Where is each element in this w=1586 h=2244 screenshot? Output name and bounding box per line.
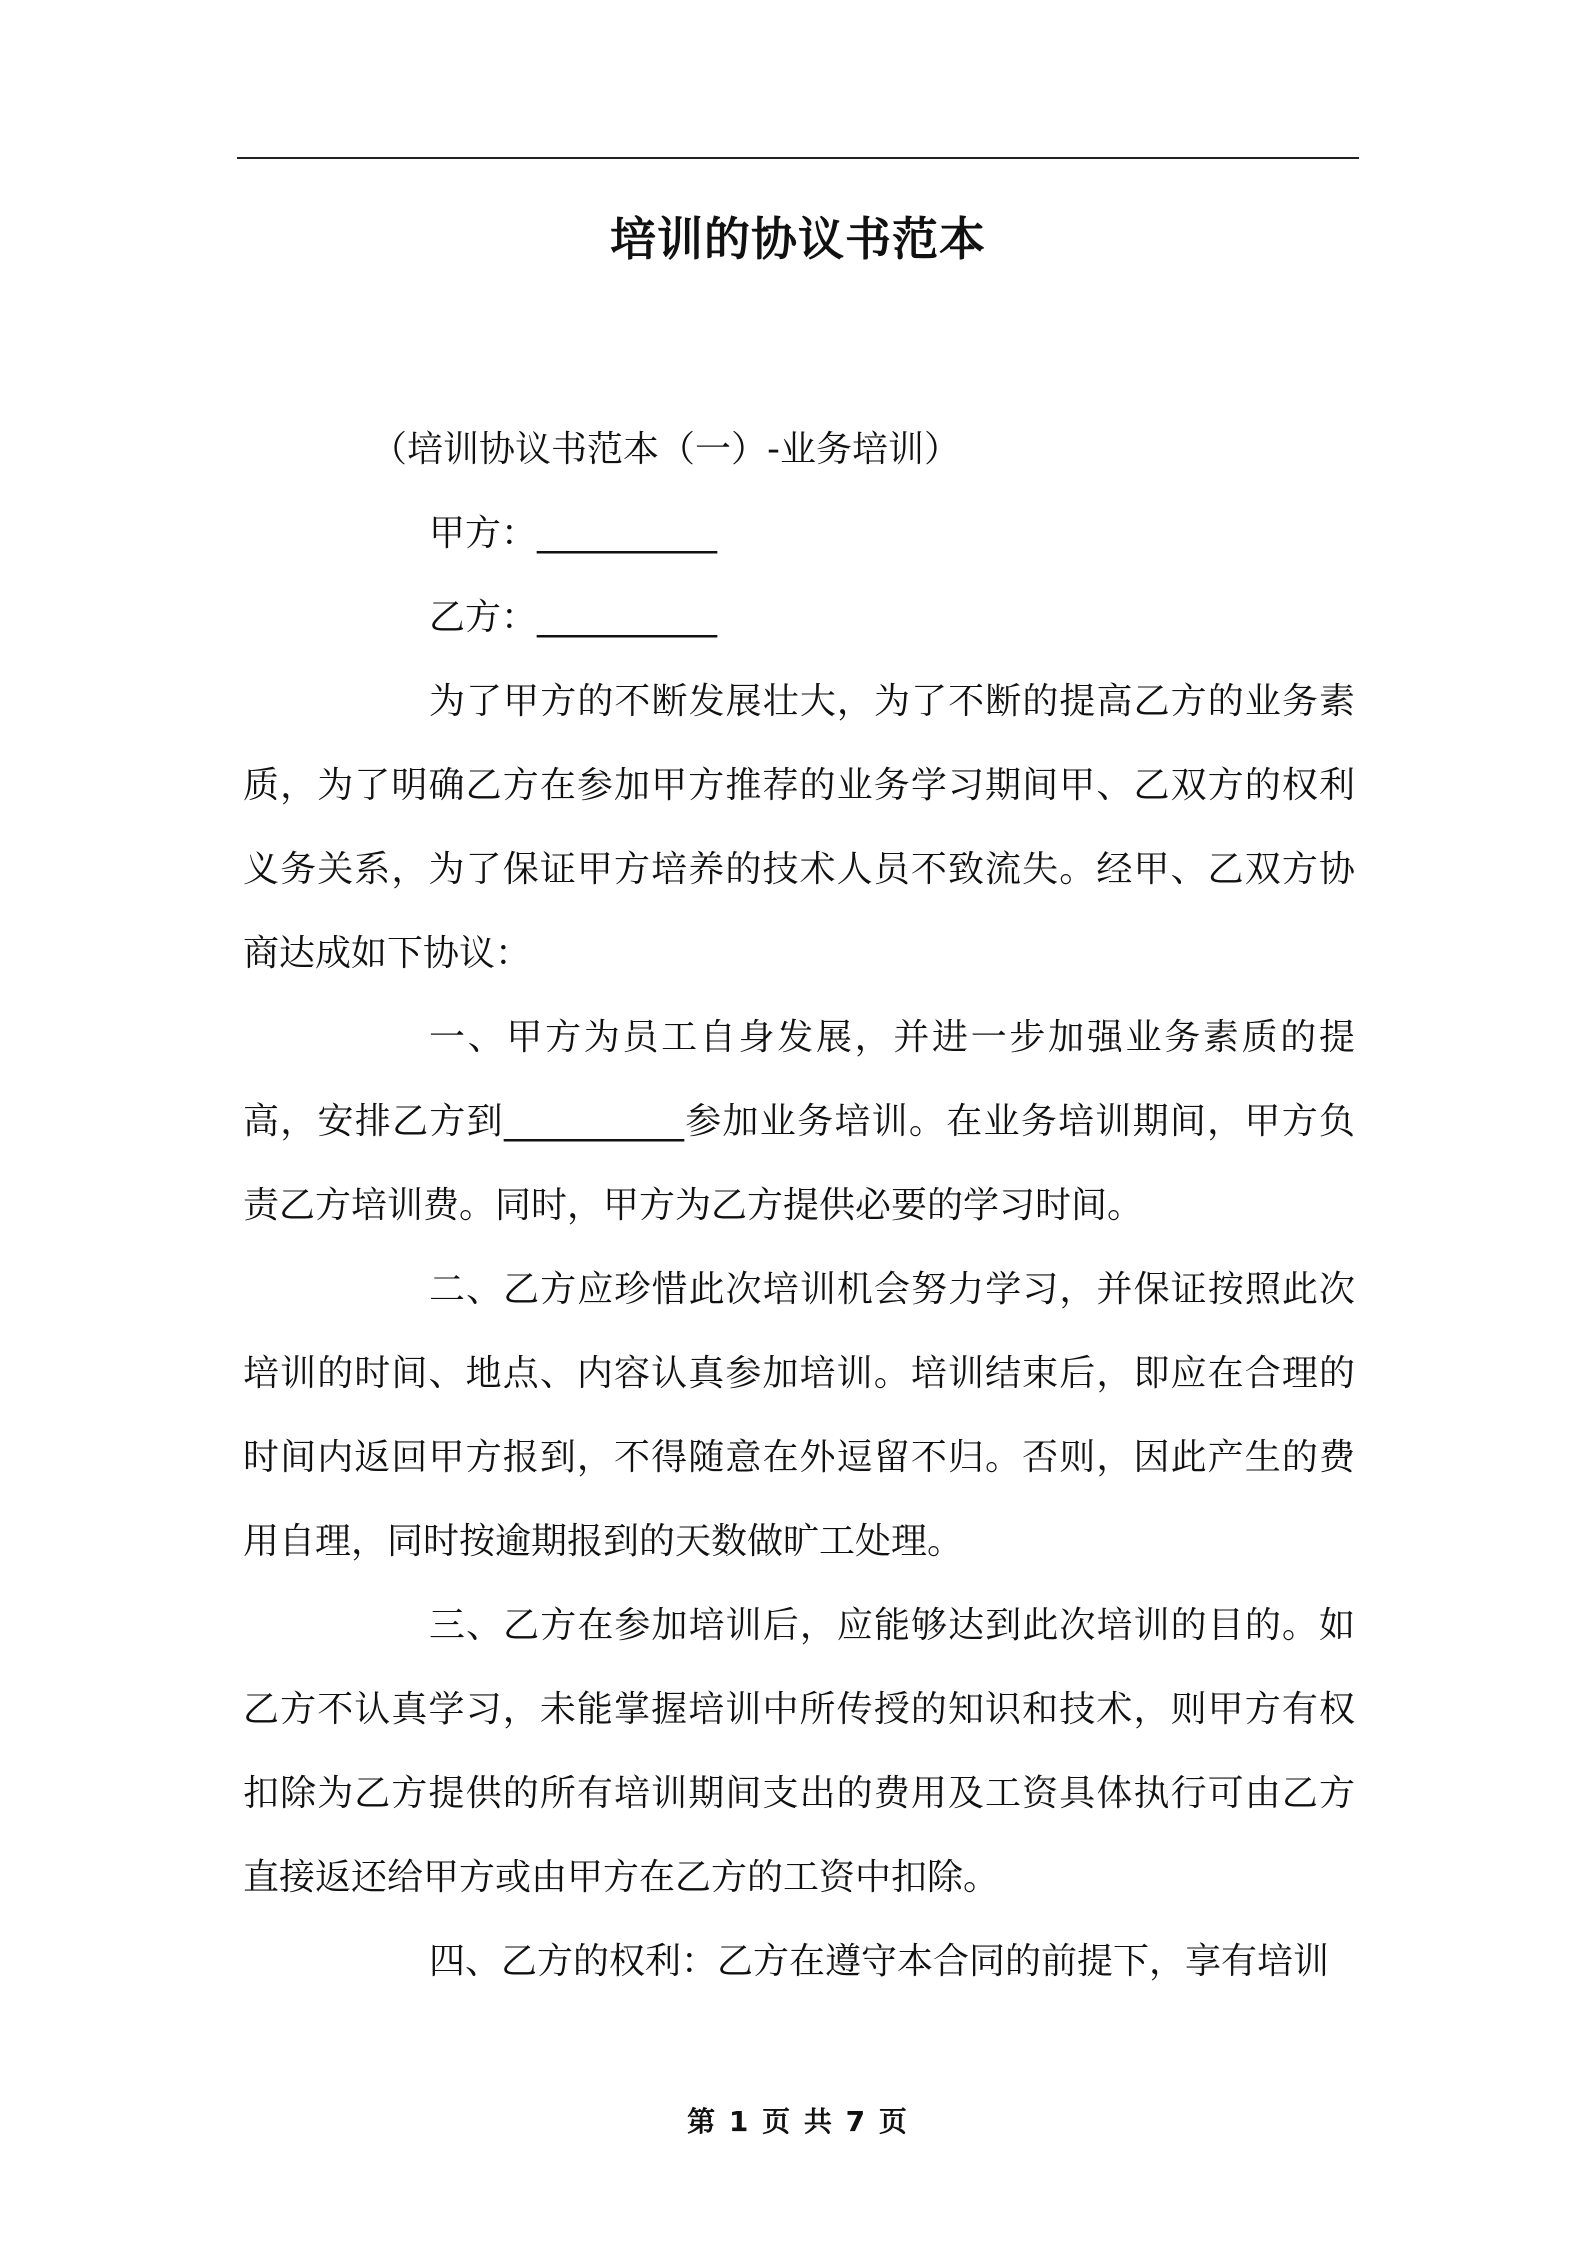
page-footer [237,2100,1359,2140]
paragraph-clause-4: 四、乙方的权利：乙方在遵守本合同的前提下，享有培训 [429,1941,1330,1982]
document-title: 培训的协议书范本 [610,212,986,266]
paragraph-clause-1: 一、甲方为员工自身发展，并进一步加强业务素质的提高，安排乙方到__________参加业务培训。在业务培训期间，甲方负责乙方培训费。同时，甲方为乙方提供必要的学习时间。 [243,1017,1355,1226]
page-number: 第 1 页 共 7 页 [687,2105,909,2138]
party-a-line: 甲方：__________ [429,513,718,554]
document-body [243,408,1355,2004]
paragraph-clause-2: 二、乙方应珍惜此次培训机会努力学习，并保证按照此次培训的时间、地点、内容认真参加培训。培训结束后，即应在合理的时间内返回甲方报到，不得随意在外逗留不归。否则，因此产生的费用自理，同时按逾期报到的天数做旷工处理。 [243,1269,1355,1562]
party-b-line: 乙方：__________ [429,597,718,638]
document-subtitle: （培训协议书范本（一）-业务培训） [371,429,960,470]
header-rule [237,157,1359,159]
paragraph-clause-3: 三、乙方在参加培训后，应能够达到此次培训的目的。如乙方不认真学习，未能掌握培训中所传授的知识和技术，则甲方有权扣除为乙方提供的所有培训期间支出的费用及工资具体执行可由乙方直接返还给甲方或由甲方在乙方的工资中扣除。 [243,1605,1355,1898]
paragraph-preamble: 为了甲方的不断发展壮大，为了不断的提高乙方的业务素质，为了明确乙方在参加甲方推荐的业务学习期间甲、乙双方的权利义务关系，为了保证甲方培养的技术人员不致流失。经甲、乙双方协商达成如下协议： [243,681,1355,974]
